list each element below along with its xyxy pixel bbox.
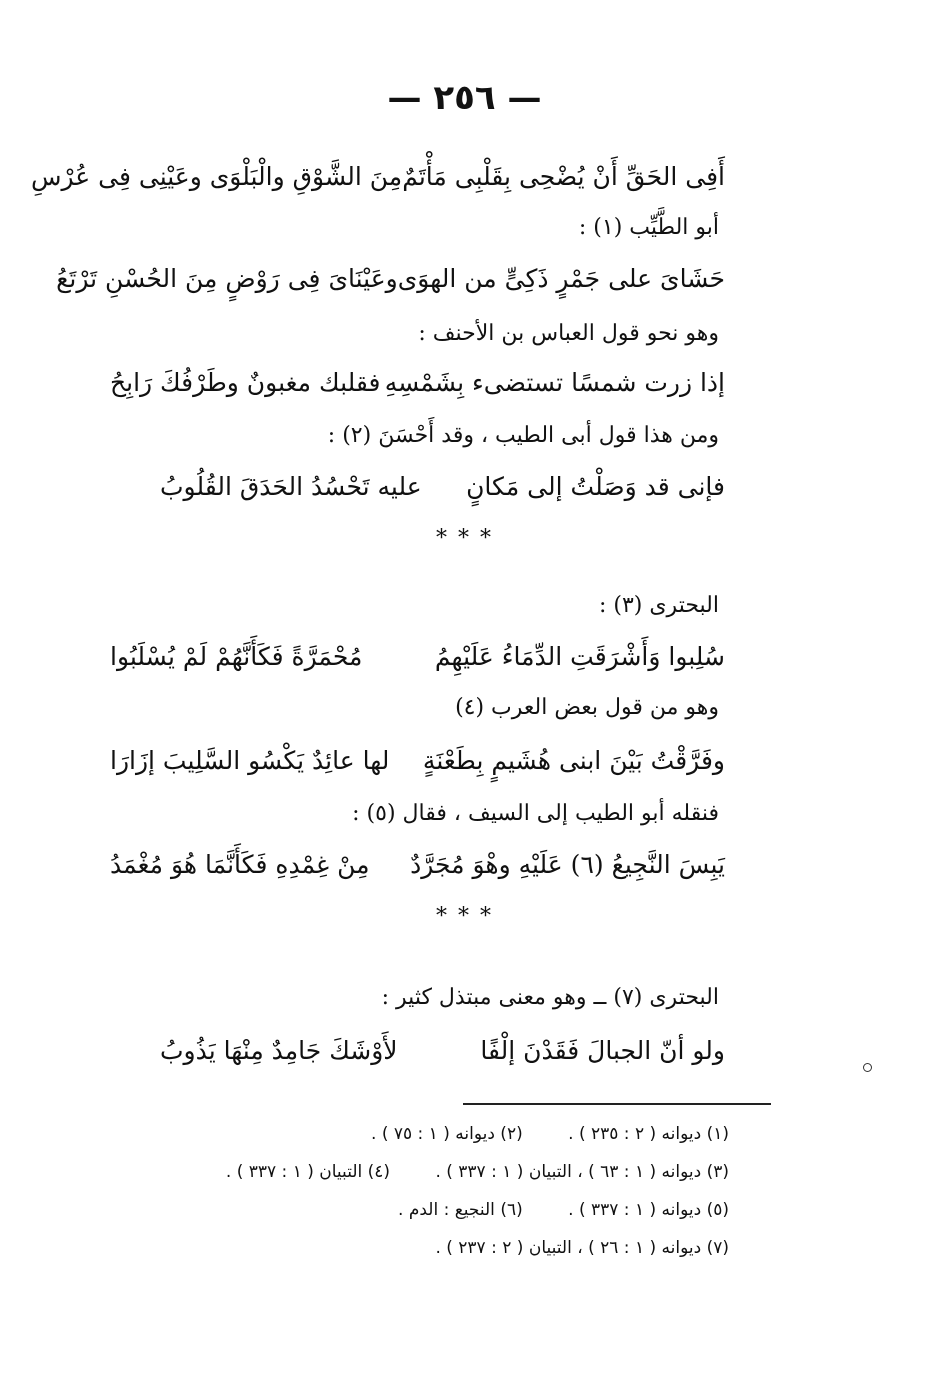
footnote-line — [89, 1196, 729, 1224]
footnote: (٥) ديوانه ( ١ : ٣٣٧ ) . — [568, 1200, 729, 1220]
verse-hemistich-second: لها عائِدٌ يَكْسُو السَّلِيبَ إزَارَا — [110, 746, 390, 775]
footnote: (٤) التبيان ( ١ : ٣٣٧ ) . — [225, 1162, 391, 1182]
verse-hemistich-first: حَشَاىَ على جَمْرٍ ذَكِىٍّ من الهوَى — [397, 264, 725, 293]
verse-hemistich-second: فقلبك مغبونٌ وطَرْفُكَ رَابِحُ — [110, 368, 381, 397]
verse-hemistich-second: مُحْمَرَّةً فَكَأَنَّهُمْ لَمْ يُسْلَبُوا — [110, 642, 363, 671]
commentary-line: ومن هذا قول أبى الطيب ، وقد أَحْسَنَ (٢) : — [327, 423, 719, 448]
verse-hemistich-first: وفَرَّقْتُ بَيْنَ ابنى هُشَيمٍ بِطَعْنَةٍ — [422, 746, 725, 775]
verse-hemistich-first: سُلِبوا وَأَشْرَقَتِ الدِّمَاءُ عَلَيْهِمُ — [434, 642, 725, 671]
commentary-line: وهو من قول بعض العرب (٤) — [455, 695, 719, 720]
verse-line — [160, 1024, 725, 1078]
verse-hemistich-first: فإنى قد وَصَلْتُ إلى مَكانٍ — [466, 472, 725, 501]
footnote-line — [89, 1234, 729, 1262]
footnote: (٢) ديوانه ( ١ : ٧٥ ) . — [371, 1124, 523, 1144]
verse-hemistich-first: يَبِسَ النَّجِيعُ (٦) عَلَيْهِ وهْوَ مُجَرَّدٌ — [410, 850, 725, 879]
commentary-line: فنقله أبو الطيب إلى السيف ، فقال (٥) : — [352, 801, 719, 826]
footnote: (٣) ديوانه ( ١ : ٦٣ ) ، التبيان ( ١ : ٣٣٧ ) . — [435, 1162, 729, 1182]
footnote-line — [89, 1158, 729, 1186]
footnote: (١) ديوانه ( ٢ : ٢٣٥ ) . — [568, 1124, 729, 1144]
verse-line — [30, 150, 725, 204]
footnote: (٧) ديوانه ( ١ : ٢٦ ) ، التبيان ( ٢ : ٢٣٧ ) . — [435, 1238, 729, 1258]
verse-hemistich-first: إذا زرت شمسًا تستضىء بِشَمْسِهِ — [384, 368, 725, 397]
poet-attribution: أبو الطَّيِّب (١) : — [578, 215, 719, 240]
section-divider-stars: * * * — [436, 526, 493, 551]
verse-hemistich-second: لأَوْشَكَ جَامِدٌ مِنْهَا يَذُوبُ — [160, 1036, 398, 1065]
verse-hemistich-first: أَفِى الحَقِّ أَنْ يُضْحِى بِقَلْبِى مَأْتَمٌ — [402, 162, 725, 191]
section-divider-stars: * * * — [436, 904, 493, 929]
verse-hemistich-second: وعَيْنَاىَ فِى رَوْضٍ مِنَ الحُسْنِ تَرْتَعُ — [56, 264, 398, 293]
poet-attribution: البحترى (٧) ــ وهو معنى مبتذل كثير : — [381, 985, 719, 1010]
verse-line — [110, 838, 725, 892]
verse-line — [56, 252, 725, 306]
verse-line — [110, 630, 725, 684]
verse-hemistich-second: مِنْ غِمْدِهِ فَكَأَنَّمَا هُوَ مُغْمَدُ — [110, 850, 370, 879]
footnote-separator — [463, 1103, 771, 1105]
commentary-line: وهو نحو قول العباس بن الأحنف : — [418, 321, 719, 346]
page-speck-mark — [863, 1063, 872, 1072]
verse-line — [110, 734, 725, 788]
verse-line — [160, 460, 725, 514]
footnote-line — [89, 1120, 729, 1148]
page-number: — ٢٥٦ — — [387, 78, 542, 118]
footnote: (٦) النجيع : الدم . — [398, 1200, 523, 1220]
verse-hemistich-first: ولو أنّ الجبالَ فَقَدْنَ إلْفًا — [480, 1036, 725, 1065]
verse-hemistich-second: مِنَ الشَّوْقِ والْبَلْوَى وعَيْنِى فِى عُرْسِ — [30, 162, 403, 191]
verse-hemistich-second: عليه تَحْسُدُ الحَدَقَ القُلُوبُ — [160, 472, 422, 501]
poet-attribution: البحترى (٣) : — [598, 593, 719, 618]
verse-line — [110, 356, 725, 410]
